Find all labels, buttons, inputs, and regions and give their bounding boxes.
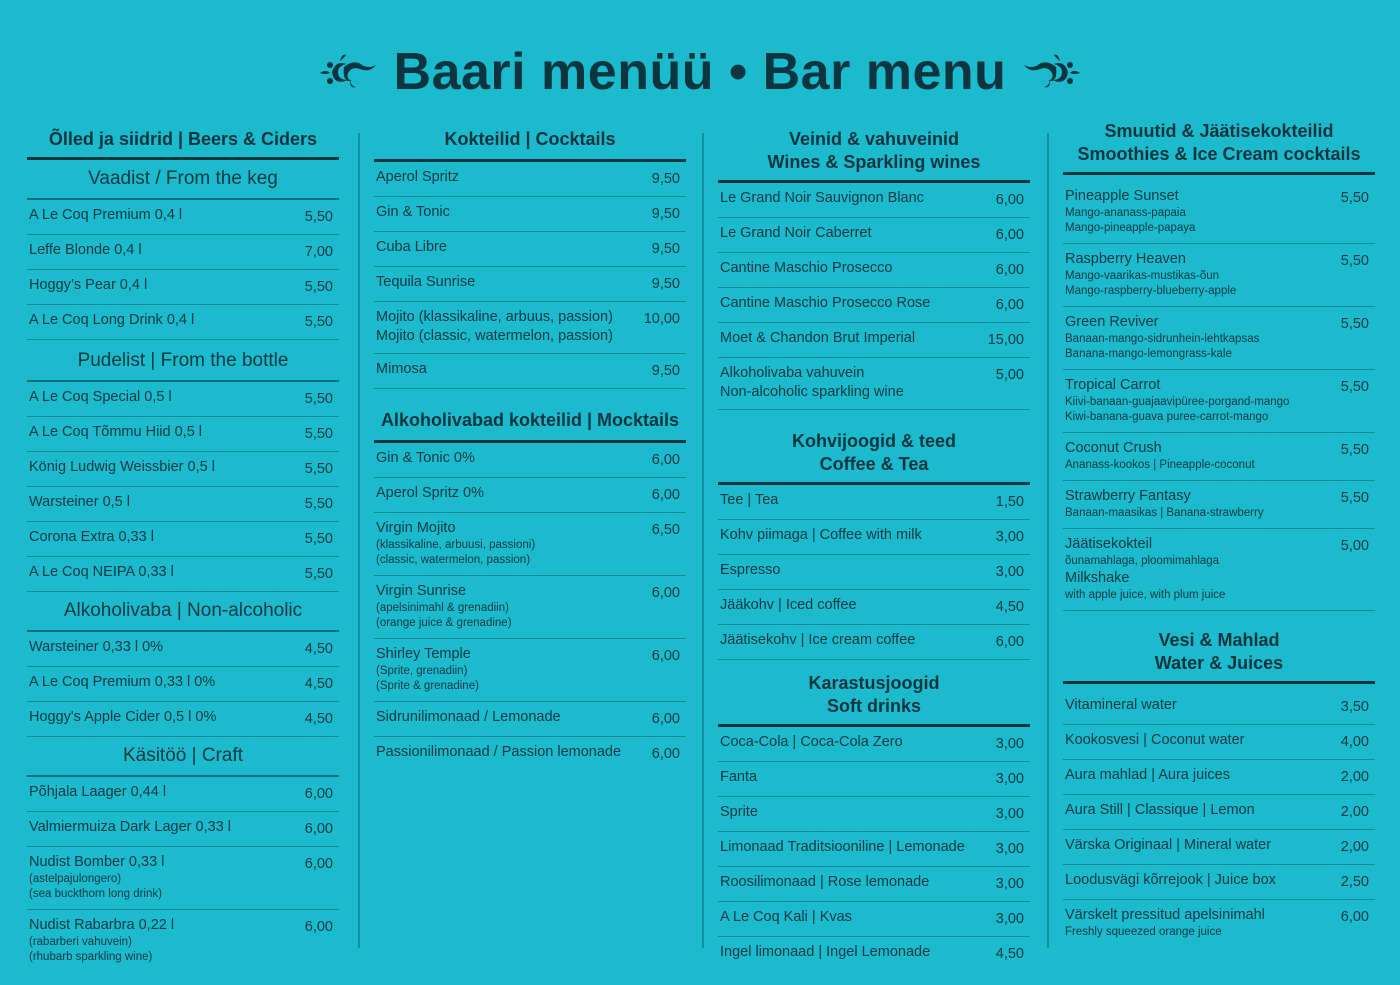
menu-item: [1063, 865, 1375, 900]
item-description: Mango-vaarikas-mustikas-õun: [1065, 270, 1220, 282]
item-price: 6,00: [995, 227, 1024, 243]
item-name: Cuba Libre: [376, 239, 447, 255]
item-name-block: [29, 853, 164, 902]
menu-item: [1063, 244, 1375, 307]
item-description: (orange juice & grenadine): [376, 617, 512, 629]
menu-item: [27, 702, 339, 737]
item-price: 5,50: [304, 209, 333, 225]
item-name: Jäätisekohv | Ice cream coffee: [720, 632, 916, 648]
item-price: 3,00: [995, 911, 1024, 927]
item-price: 5,00: [1340, 538, 1369, 554]
item-name: Nudist Bomber 0,33 l: [29, 854, 165, 870]
item-name: Mimosa: [376, 361, 427, 377]
menu-item: [718, 253, 1030, 288]
item-price: 6,00: [304, 919, 333, 935]
item-price: 2,00: [1340, 804, 1369, 820]
item-description: Kiwi-banana-guava puree-carrot-mango: [1065, 411, 1269, 423]
item-name: König Ludwig Weissbier 0,5 l: [29, 459, 215, 475]
section-title-cocktails: Kokteilid | Cocktails: [374, 128, 686, 162]
column-cocktails: [374, 128, 686, 771]
item-name: A Le Coq Tõmmu Hiid 0,5 l: [29, 424, 203, 440]
item-name: Alkoholivaba vahuvein: [720, 365, 865, 381]
menu-item: [27, 487, 339, 522]
menu-item: [374, 737, 686, 771]
item-price: 5,00: [995, 367, 1024, 383]
menu-item: [718, 625, 1030, 660]
menu-item: [718, 485, 1030, 520]
section-title-line-et: Vesi & Mahlad: [1158, 630, 1280, 650]
item-name: Virgin Sunrise: [376, 583, 467, 599]
list-smoothies: [1063, 175, 1375, 611]
menu-item: [718, 832, 1030, 867]
item-price: 3,00: [995, 564, 1024, 580]
section-title-water-juices: [1063, 629, 1375, 684]
section-title-line-et: Karastusjoogid: [808, 673, 940, 693]
item-price: 9,50: [651, 241, 680, 257]
item-price: 6,00: [995, 262, 1024, 278]
section-title-beers: Õlled ja siidrid | Beers & Ciders: [27, 128, 339, 160]
section-title-line-et: Veinid & vahuveinid: [788, 129, 960, 149]
section-title-line-en: Smoothies & Ice Cream cocktails: [1077, 144, 1361, 164]
item-name: Virgin Mojito: [376, 520, 456, 536]
item-name: Warsteiner 0,5 l: [29, 494, 130, 510]
item-price: 4,50: [304, 641, 333, 657]
menu-item: [718, 183, 1030, 218]
item-description: (klassikaline, arbuusi, passioni): [376, 539, 536, 551]
item-price: 5,50: [304, 496, 333, 512]
item-description: (rabarberi vahuvein): [29, 936, 132, 948]
item-description: Mango-raspberry-blueberry-apple: [1065, 285, 1237, 297]
menu-item: [718, 218, 1030, 253]
menu-item: [374, 162, 686, 197]
item-price: 6,00: [304, 856, 333, 872]
item-name: Strawberry Fantasy: [1065, 488, 1191, 504]
item-description: Kiivi-banaan-guajaavipüree-porgand-mango: [1065, 396, 1290, 408]
menu-item: [1063, 481, 1375, 529]
list-cocktails: [374, 162, 686, 389]
item-price: 5,50: [1340, 190, 1369, 206]
menu-item: [1063, 529, 1375, 611]
list-bottle: [27, 382, 339, 592]
item-price: 5,50: [1340, 253, 1369, 269]
item-description: Freshly squeezed orange juice: [1065, 926, 1222, 938]
menu-item: [1063, 307, 1375, 370]
section-title-mocktails: Alkoholivabad kokteilid | Mocktails: [374, 409, 686, 443]
item-description: (apelsinimahl & grenadiin): [376, 602, 509, 614]
item-price: 6,00: [304, 786, 333, 802]
menu-item: [1063, 725, 1375, 760]
item-price: 1,50: [995, 494, 1024, 510]
menu-item: [374, 354, 686, 389]
list-water-juices: [1063, 684, 1375, 947]
item-description: (Sprite & grenadine): [376, 680, 479, 692]
item-price: 4,00: [1340, 734, 1369, 750]
flourish-ornament-right-icon: [1020, 51, 1086, 93]
item-price: 4,50: [304, 711, 333, 727]
menu-item: [1063, 433, 1375, 481]
item-name: Aperol Spritz 0%: [376, 485, 484, 501]
section-title-smoothies: [1063, 120, 1375, 175]
menu-item: [374, 513, 686, 576]
item-price: 6,00: [1340, 909, 1369, 925]
item-name-block: [1065, 439, 1255, 473]
item-name: A Le Coq NEIPA 0,33 l: [29, 564, 174, 580]
menu-item: [374, 639, 686, 702]
section-title-line-et: Kohvijoogid & teed: [792, 431, 956, 451]
item-name: Valmiermuiza Dark Lager 0,33 l: [29, 819, 232, 835]
item-price: 9,50: [651, 276, 680, 292]
item-price: 6,00: [651, 711, 680, 727]
item-name: Aperol Spritz: [376, 169, 460, 185]
item-name: Jäätisekokteil: [1065, 536, 1153, 552]
item-name: Nudist Rabarbra 0,22 l: [29, 917, 175, 933]
item-description: õunamahlaga, ploomimahlaga: [1065, 555, 1220, 567]
menu-item: [718, 555, 1030, 590]
item-name: Espresso: [720, 562, 781, 578]
item-name-block: [1065, 906, 1265, 940]
menu-item: [1063, 690, 1375, 725]
flourish-ornament-left-icon: [314, 51, 380, 93]
menu-title: [0, 42, 1400, 102]
item-name: Corona Extra 0,33 l: [29, 529, 154, 545]
menu-item: [27, 452, 339, 487]
item-price: 6,00: [995, 192, 1024, 208]
item-name: Aura Still | Classique | Lemon: [1065, 802, 1255, 818]
item-name: Loodusvägi kõrrejook | Juice box: [1065, 872, 1276, 888]
item-name-block: [376, 308, 613, 346]
item-name-english: Milkshake: [1065, 570, 1130, 586]
item-price: 4,50: [995, 946, 1024, 962]
item-name-block: [1065, 313, 1259, 362]
item-name: Leffe Blonde 0,4 l: [29, 242, 142, 258]
menu-item: [374, 443, 686, 478]
item-price: 5,50: [1340, 442, 1369, 458]
subsection-title-non-alcoholic: Alkoholivaba | Non-alcoholic: [27, 592, 339, 632]
item-name-english: Non-alcoholic sparkling wine: [720, 384, 904, 400]
item-name: Le Grand Noir Caberret: [720, 225, 872, 241]
subsection-title-bottle: Pudelist | From the bottle: [27, 340, 339, 382]
item-name: Tropical Carrot: [1065, 377, 1161, 393]
item-price: 5,50: [1340, 490, 1369, 506]
item-price: 5,50: [304, 279, 333, 295]
menu-item: [27, 305, 339, 340]
menu-item: [27, 522, 339, 557]
item-price: 9,50: [651, 363, 680, 379]
item-name: Aura mahlad | Aura juices: [1065, 767, 1230, 783]
item-name: Sprite: [720, 804, 758, 820]
item-name: Mojito (klassikaline, arbuus, passion): [376, 309, 613, 325]
item-name: Limonaad Traditsiooniline | Lemonade: [720, 839, 965, 855]
section-title-line-et: Smuutid & Jäätisekokteilid: [1104, 121, 1334, 141]
column-divider: [702, 133, 704, 948]
menu-item: [718, 288, 1030, 323]
item-name: Jääkohv | Iced coffee: [720, 597, 857, 613]
item-name: Gin & Tonic: [376, 204, 450, 220]
menu-item: [374, 702, 686, 737]
item-name: Tee | Tea: [720, 492, 779, 508]
section-title-line-en: Coffee & Tea: [819, 454, 929, 474]
subsection-title-craft: Käsitöö | Craft: [27, 737, 339, 777]
menu-item: [27, 417, 339, 452]
menu-item: [718, 797, 1030, 832]
item-description: (classic, watermelon, passion): [376, 554, 531, 566]
item-price: 5,50: [304, 531, 333, 547]
section-title-soft-drinks: [718, 672, 1030, 727]
item-name: Fanta: [720, 769, 758, 785]
item-price: 6,00: [995, 297, 1024, 313]
menu-item: [718, 323, 1030, 358]
column-divider: [358, 133, 360, 948]
item-description: Banana-mango-lemongrass-kale: [1065, 348, 1232, 360]
menu-item: [27, 200, 339, 235]
item-price: 6,00: [651, 746, 680, 762]
menu-item: [1063, 795, 1375, 830]
item-description: (Sprite, grenadiin): [376, 665, 468, 677]
item-price: 5,50: [304, 566, 333, 582]
column-divider: [1047, 133, 1049, 948]
column-smoothies-water: [1063, 120, 1375, 947]
list-non-alcoholic: [27, 632, 339, 737]
menu-item: [374, 576, 686, 639]
item-name: Vitamineral water: [1065, 697, 1177, 713]
item-name: Hoggy’s Pear 0,4 l: [29, 277, 148, 293]
section-title-line-en: Soft drinks: [826, 696, 921, 716]
subsection-title-keg: Vaadist / From the keg: [27, 160, 339, 200]
menu-item: [27, 235, 339, 270]
item-name-block: [1065, 535, 1225, 603]
item-price: 4,50: [995, 599, 1024, 615]
menu-item: [718, 867, 1030, 902]
item-name: Põhjala Laager 0,44 l: [29, 784, 167, 800]
item-price: 6,00: [651, 452, 680, 468]
menu-item: [374, 478, 686, 513]
item-price: 3,00: [995, 771, 1024, 787]
menu-item: [27, 812, 339, 847]
item-name: Kohv piimaga | Coffee with milk: [720, 527, 922, 543]
menu-item: [718, 727, 1030, 762]
item-name: Värskelt pressitud apelsinimahl: [1065, 907, 1265, 923]
menu-item: [718, 590, 1030, 625]
menu-item: [1063, 900, 1375, 947]
list-wines: [718, 183, 1030, 410]
item-name-block: [376, 519, 535, 568]
list-soft-drinks: [718, 727, 1030, 971]
item-name: Sidrunilimonaad / Lemonade: [376, 709, 561, 725]
section-title-line-en: Water & Juices: [1154, 653, 1284, 673]
item-price: 6,00: [651, 648, 680, 664]
menu-item: [27, 632, 339, 667]
menu-item: [1063, 370, 1375, 433]
item-price: 6,50: [651, 522, 680, 538]
item-name: Kookosvesi | Coconut water: [1065, 732, 1245, 748]
item-price: 3,00: [995, 736, 1024, 752]
item-price: 15,00: [987, 332, 1024, 348]
item-price: 2,00: [1340, 839, 1369, 855]
menu-item: [27, 777, 339, 812]
menu-item: [1063, 181, 1375, 244]
section-title-wines: [718, 128, 1030, 183]
item-name: A Le Coq Kali | Kvas: [720, 909, 852, 925]
item-price: 4,50: [304, 676, 333, 692]
item-description: Mango-pineapple-papaya: [1065, 222, 1196, 234]
item-price: 9,50: [651, 206, 680, 222]
menu-item: [27, 382, 339, 417]
item-price: 5,50: [304, 426, 333, 442]
menu-item: [374, 302, 686, 354]
item-description: (rhubarb sparkling wine): [29, 951, 153, 963]
item-name: Raspberry Heaven: [1065, 251, 1186, 267]
item-name: Ingel limonaad | Ingel Lemonade: [720, 944, 931, 960]
item-name-block: [376, 645, 479, 694]
menu-item: [27, 557, 339, 592]
item-description: with apple juice, with plum juice: [1065, 589, 1226, 601]
list-keg: [27, 200, 339, 340]
menu-item: [374, 197, 686, 232]
item-name: Tequila Sunrise: [376, 274, 476, 290]
item-price: 3,00: [995, 806, 1024, 822]
item-name: Shirley Temple: [376, 646, 471, 662]
item-name-english: Mojito (classic, watermelon, passion): [376, 328, 613, 344]
item-description: Mango-ananass-papaia: [1065, 207, 1186, 219]
item-price: 3,00: [995, 841, 1024, 857]
item-name: A Le Coq Premium 0,4 l: [29, 207, 183, 223]
item-price: 5,50: [304, 391, 333, 407]
menu-item: [27, 847, 339, 910]
column-beers: [27, 128, 339, 972]
item-name-block: [1065, 376, 1289, 425]
menu-item: [1063, 830, 1375, 865]
item-price: 3,50: [1340, 699, 1369, 715]
item-name: Roosilimonaad | Rose lemonade: [720, 874, 930, 890]
menu-item: [1063, 760, 1375, 795]
item-price: 7,00: [304, 244, 333, 260]
item-name: Cantine Maschio Prosecco: [720, 260, 893, 276]
item-price: 5,50: [1340, 316, 1369, 332]
menu-item: [718, 937, 1030, 971]
item-name-block: [720, 364, 904, 402]
menu-item: [27, 667, 339, 702]
item-name: Passionilimonaad / Passion lemonade: [376, 744, 622, 760]
item-name-block: [1065, 487, 1264, 521]
item-description: (astelpajulongero): [29, 873, 122, 885]
item-name-block: [29, 916, 174, 965]
menu-item: [718, 520, 1030, 555]
item-price: 2,00: [1340, 769, 1369, 785]
item-name: Green Reviver: [1065, 314, 1159, 330]
item-name: A Le Coq Premium 0,33 l 0%: [29, 674, 216, 690]
item-price: 9,50: [651, 171, 680, 187]
section-title-coffee: [718, 430, 1030, 485]
item-name: Coconut Crush: [1065, 440, 1162, 456]
item-price: 5,50: [1340, 379, 1369, 395]
item-description: (sea buckthorn long drink): [29, 888, 162, 900]
item-price: 2,50: [1340, 874, 1369, 890]
item-description: Banaan-mango-sidrunhein-lehtkapsas: [1065, 333, 1260, 345]
item-description: Ananass-kookos | Pineapple-coconut: [1065, 459, 1255, 471]
menu-item: [718, 762, 1030, 797]
item-price: 6,00: [995, 634, 1024, 650]
item-price: 6,00: [651, 585, 680, 601]
menu-item: [718, 902, 1030, 937]
item-name: Värska Originaal | Mineral water: [1065, 837, 1272, 853]
item-name: Gin & Tonic 0%: [376, 450, 475, 466]
item-name: A Le Coq Long Drink 0,4 l: [29, 312, 195, 328]
menu-title-text: Baari menüü • Bar menu: [393, 43, 1007, 101]
item-name-block: [376, 582, 512, 631]
column-wines-coffee-soft: [718, 128, 1030, 971]
menu-item: [27, 910, 339, 972]
list-mocktails: [374, 443, 686, 771]
list-craft: [27, 777, 339, 972]
item-name-block: [1065, 187, 1195, 236]
item-price: 3,00: [995, 876, 1024, 892]
list-coffee: [718, 485, 1030, 660]
section-title-line-en: Wines & Sparkling wines: [767, 152, 981, 172]
item-name: Le Grand Noir Sauvignon Blanc: [720, 190, 924, 206]
item-name: Hoggy's Apple Cider 0,5 l 0%: [29, 709, 217, 725]
menu-item: [718, 358, 1030, 410]
item-name: Cantine Maschio Prosecco Rose: [720, 295, 931, 311]
item-description: Banaan-maasikas | Banana-strawberry: [1065, 507, 1264, 519]
menu-item: [27, 270, 339, 305]
item-price: 10,00: [643, 311, 680, 327]
item-price: 5,50: [304, 461, 333, 477]
menu-item: [374, 232, 686, 267]
item-name: A Le Coq Special 0,5 l: [29, 389, 172, 405]
item-price: 3,00: [995, 529, 1024, 545]
item-name: Pineapple Sunset: [1065, 188, 1179, 204]
item-price: 6,00: [651, 487, 680, 503]
menu-item: [374, 267, 686, 302]
item-price: 5,50: [304, 314, 333, 330]
item-name: Moet & Chandon Brut Imperial: [720, 330, 916, 346]
item-name: Coca-Cola | Coca-Cola Zero: [720, 734, 903, 750]
item-name: Warsteiner 0,33 l 0%: [29, 639, 164, 655]
item-price: 6,00: [304, 821, 333, 837]
item-name-block: [1065, 250, 1236, 299]
